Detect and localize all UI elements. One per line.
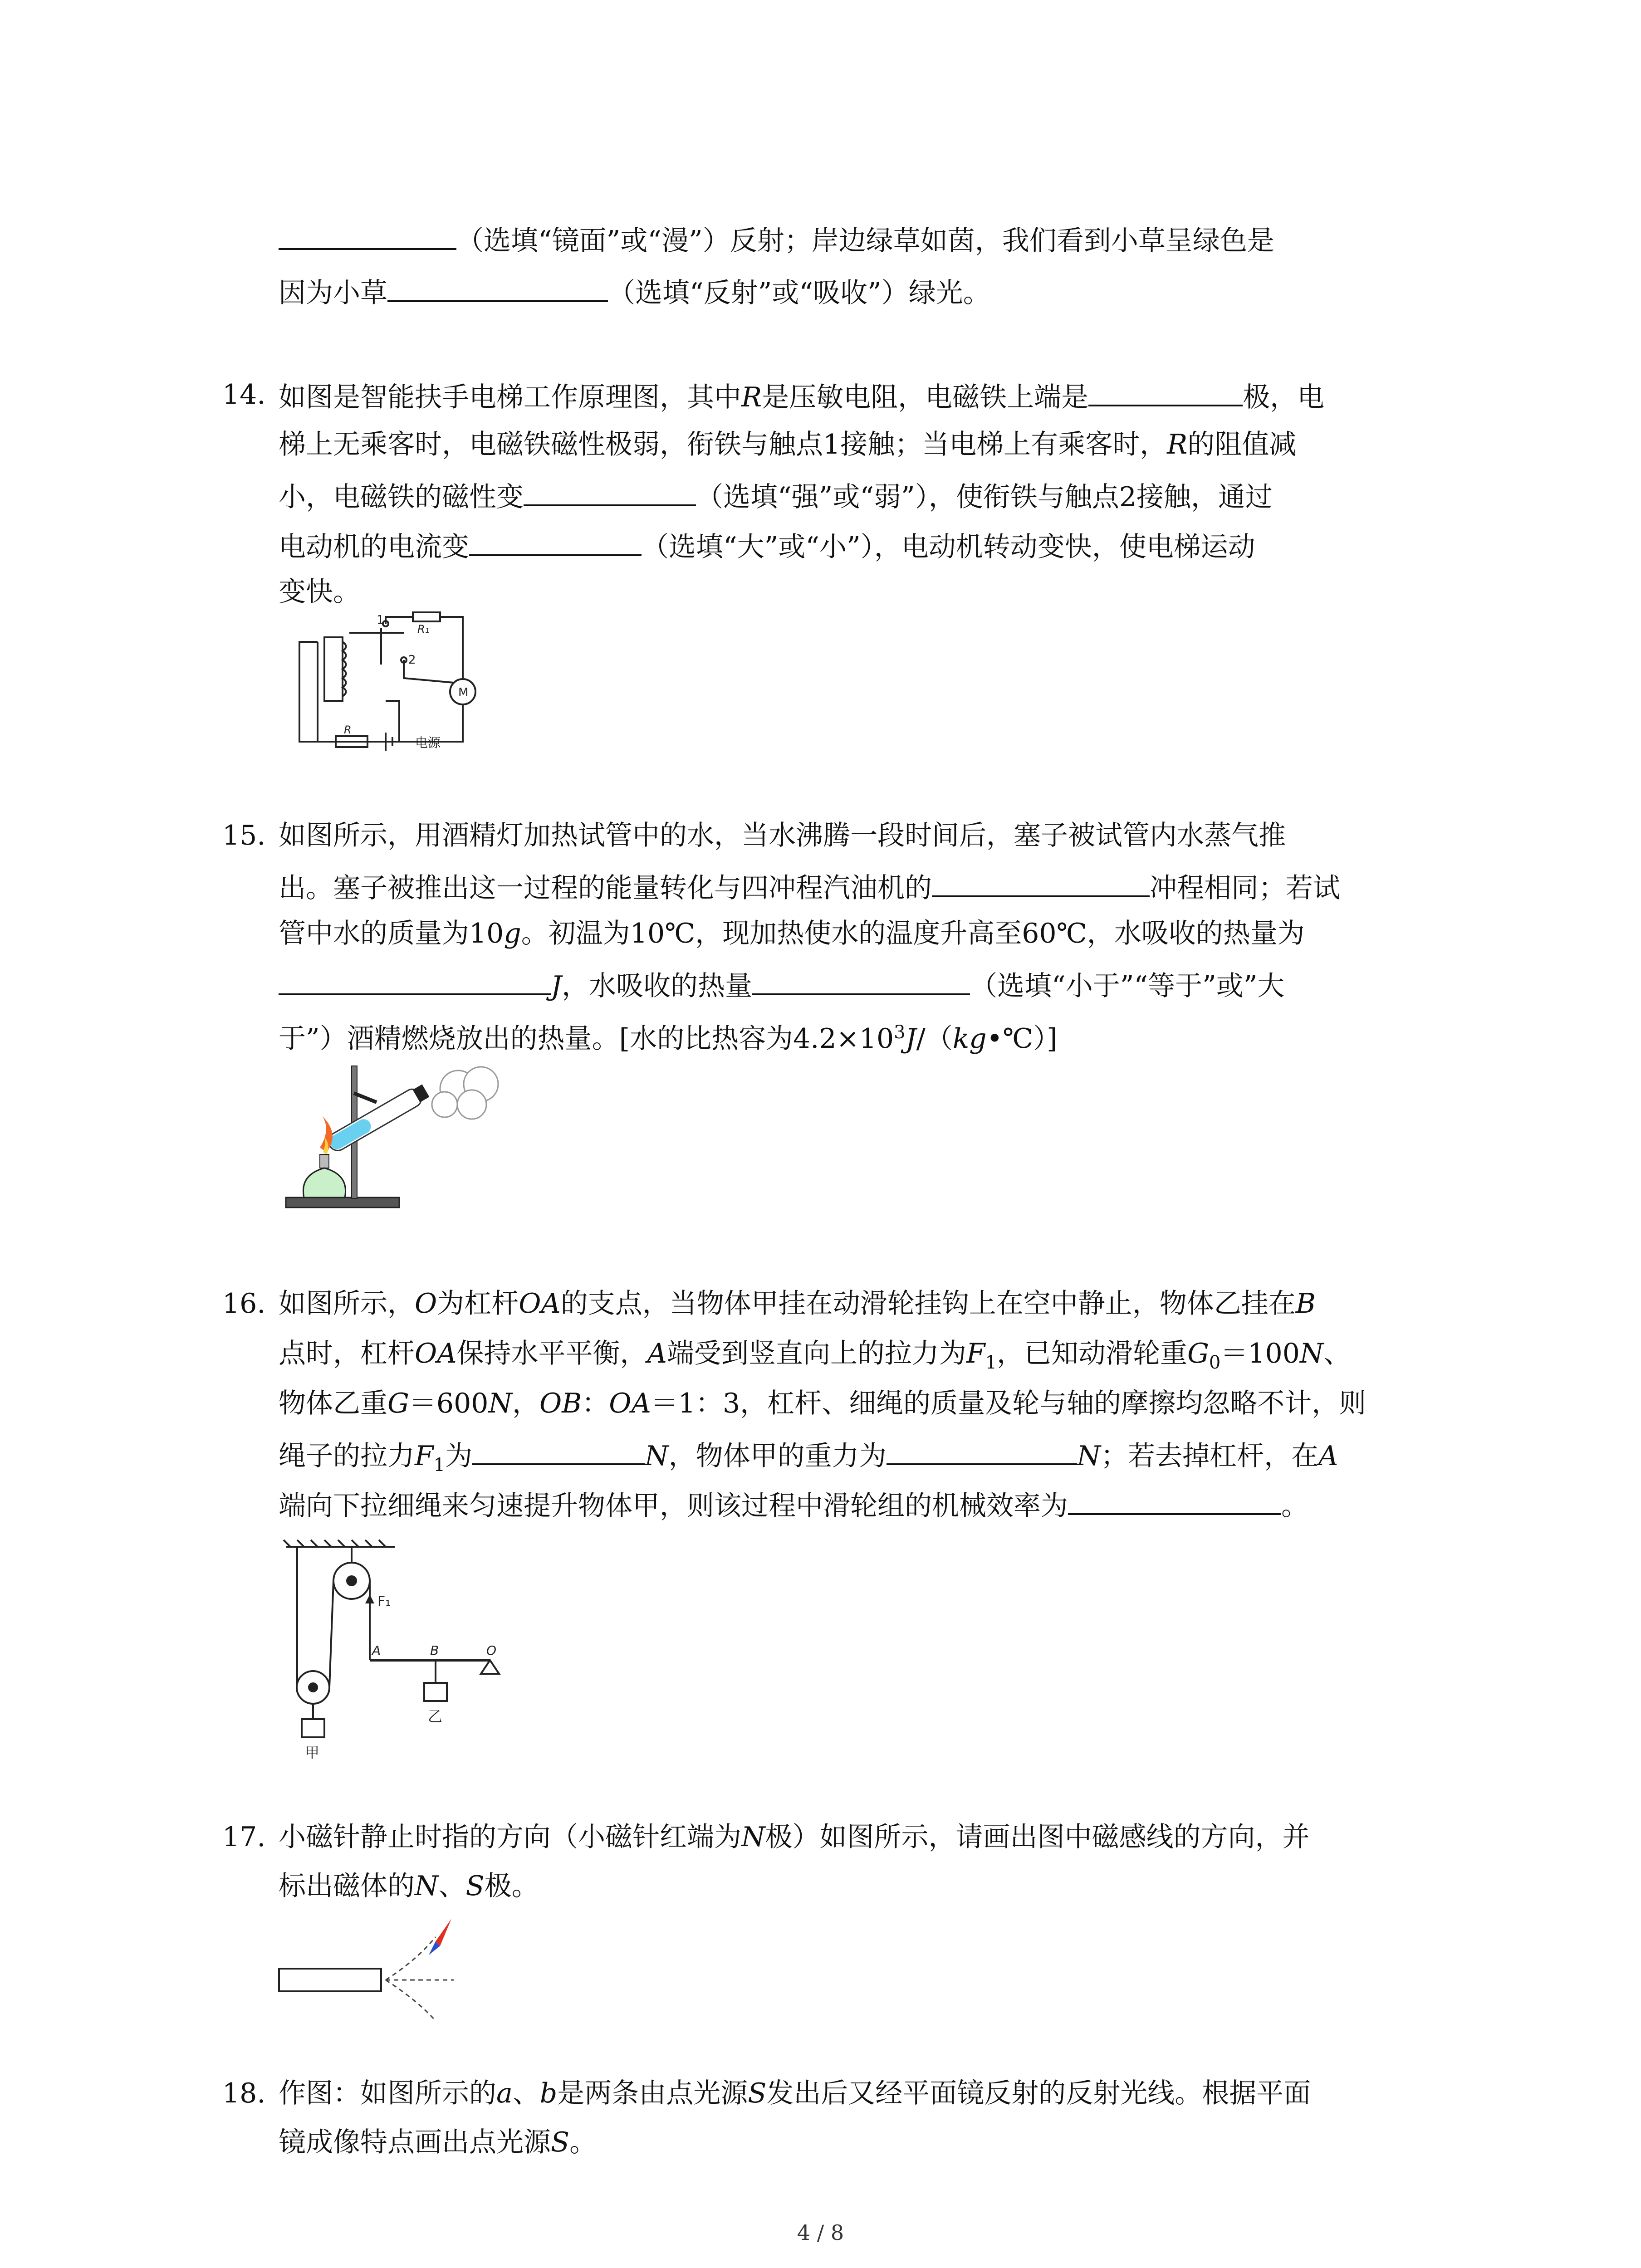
q15-blank-heat[interactable] [279,965,551,995]
q14-label-2: 2 [408,653,416,667]
q16-blank-tension[interactable] [472,1435,645,1465]
q16-number: 16. [222,1288,266,1320]
q16-label-f1: F₁ [377,1593,391,1609]
q16-line-1: 如图所示，O为杠杆OA的支点，当物体甲挂在动滑轮挂钩上在空中静止，物体乙挂在B [279,1288,1316,1320]
q13-blank-2[interactable] [387,272,608,302]
q15-number: 15. [222,820,266,851]
q15-line-4: J，水吸收的热量 （选填“小于”“等于”或”大 [279,965,1284,1004]
q13-line-2: 因为小草 （选填“反射”或“吸收”）绿光。 [279,272,990,311]
q16-label-o: O [486,1643,497,1658]
page-number: 4 / 8 [797,2220,844,2245]
q18-line-1: 作图：如图所示的a、b是两条由点光源S发出后又经平面镜反射的反射光线。根据平面 [279,2077,1311,2109]
q15-line-1: 如图所示，用酒精灯加热试管中的水，当水沸腾一段时间后，塞子被试管内水蒸气推 [279,820,1286,851]
q14-number: 14. [222,379,266,411]
q16-label-jia: 甲 [305,1744,320,1761]
q14-line-5: 变快。 [279,576,360,608]
q14-line-2: 梯上无乘客时，电磁铁磁性极弱，衔铁与触点1接触；当电梯上有乘客时，R的阻值减 [279,429,1297,460]
q14-label-r1: R₁ [417,623,430,635]
q16-label-a: A [372,1643,381,1658]
q15-lamp-figure [277,1061,513,1216]
q15-line-2: 出。塞子被推出这一过程的能量转化与四冲程汽油机的 冲程相同；若试 [279,867,1340,906]
q13-blank-1[interactable] [279,220,456,250]
q16-pulley-lever-figure [277,1538,531,1774]
q14-label-m: M [458,686,469,699]
q17-magnet-figure [272,1905,472,2023]
q16-line-5: 端向下拉细绳来匀速提升物体甲，则该过程中滑轮组的机械效率为 。 [279,1485,1308,1524]
q18-line-2: 镜成像特点画出点光源S。 [279,2126,597,2158]
q16-blank-efficiency[interactable] [1068,1485,1281,1515]
q14-line-4: 电动机的电流变 （选填“大”或“小”），电动机转动变快，使电梯运动 [279,526,1255,565]
q18-number: 18. [222,2077,266,2109]
q14-circuit-figure [281,610,490,760]
q14-line-1: 如图是智能扶手电梯工作原理图，其中R是压敏电阻，电磁铁上端是 极，电 [279,376,1324,415]
bar-magnet [279,1969,381,1991]
q14-blank-pole[interactable] [1088,376,1243,406]
q14-label-r: R [344,723,352,736]
q14-line-3: 小，电磁铁的磁性变 （选填“强”或“弱”），使衔铁与触点2接触，通过 [279,476,1273,515]
q15-line-3: 管中水的质量为10g。初温为10℃，现加热使水的温度升高至60℃，水吸收的热量为 [279,918,1305,949]
compass-needle [429,1919,451,1955]
q16-blank-weight[interactable] [887,1435,1077,1465]
q14-blank-current[interactable] [469,526,642,556]
q15-blank-stroke[interactable] [932,867,1150,897]
q16-line-3: 物体乙重G＝600N，OB：OA＝1：3，杠杆、细绳的质量及轮与轴的摩擦均忽略不计，则 [279,1388,1367,1419]
q14-label-power: 电源 [415,735,441,750]
q17-line-2: 标出磁体的N、S极。 [279,1870,539,1902]
q17-line-1: 小磁针静止时指的方向（小磁针红端为N极）如图所示，请画出图中磁感线的方向，并 [279,1821,1310,1853]
q16-line-2: 点时，杠杆OA保持水平平衡，A端受到竖直向上的拉力为$F_1$，已知动滑轮重$G_0=100N$、 [279,1338,1351,1373]
q14-blank-magnetism[interactable] [524,476,696,506]
q13-line-1: （选填“镜面”或“漫”）反射；岸边绿草如茵，我们看到小草呈绿色是 [279,220,1274,259]
q17-number: 17. [222,1821,266,1853]
q16-label-yi: 乙 [428,1708,443,1725]
q16-line-4: 绳子的拉力$F_1$为 N，物体甲的重力为 N；若去掉杠杆，在A [279,1435,1338,1483]
q15-line-5: 于”）酒精燃烧放出的热量。[水的比热容为$4.2\times 10^3J/(kg•℃)$] [279,1022,1058,1055]
q16-label-b: B [430,1643,439,1658]
q14-label-1: 1 [377,613,384,627]
q15-blank-compare[interactable] [752,965,970,995]
